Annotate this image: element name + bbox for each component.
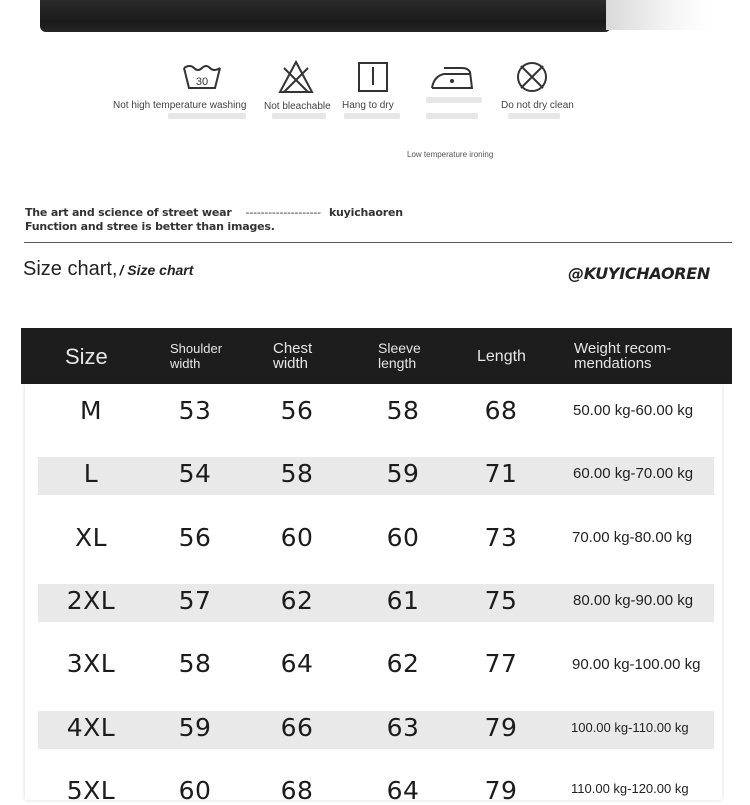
cell-size: 5XL [66,776,116,805]
header-length: Length [477,347,526,365]
cell-sleeve: 63 [386,713,420,742]
faded-text-line [168,113,246,119]
cell-sleeve: 61 [386,586,420,615]
cell-weight: 90.00 kg-100.00 kg [572,656,701,673]
header-sleeve-length: Sleeve length [378,340,421,371]
cell-length: 79 [484,713,518,742]
header-size: Size [65,343,108,369]
cell-size: XL [74,523,108,552]
cell-chest: 62 [280,586,314,615]
faded-text-line [508,113,560,119]
cell-chest: 66 [280,713,314,742]
care-label-hang: Hang to dry [342,100,394,111]
wash-temperature: 30 [195,76,209,88]
cell-length: 77 [484,649,518,678]
header-shoulder-width: Shoulder width [170,341,223,371]
cell-length: 68 [484,396,518,425]
cell-weight: 50.00 kg-60.00 kg [573,402,694,419]
brand-logo: @KUYICHAOREN [568,264,711,283]
care-label-wash: Not high temperature washing [113,100,247,111]
size-table-header [21,328,732,384]
faded-text-line [272,113,326,119]
cell-chest: 58 [280,459,314,488]
faded-text-line [344,113,400,119]
tagline-second-line: Function and stree is better than images. [25,220,275,233]
cell-sleeve: 62 [386,649,420,678]
tagline-brand: kuyichaoren [328,206,403,219]
section-divider [24,242,732,243]
size-chart-subtitle: / Size chart [119,262,194,278]
cell-length: 75 [484,586,518,615]
tagline-left: The art and science of street wear [25,206,232,219]
brand-tagline [25,206,403,234]
cell-shoulder: 57 [178,586,212,615]
cell-sleeve: 58 [386,396,420,425]
care-label-bleach: Not bleachable [264,101,331,112]
cell-length: 71 [484,459,518,488]
cell-sleeve: 64 [386,776,420,805]
cell-length: 73 [484,523,518,552]
size-chart-title-text: Size chart, [23,258,118,280]
cell-weight: 60.00 kg-70.00 kg [573,465,694,482]
cell-shoulder: 60 [178,776,212,805]
faded-text-line [426,97,482,103]
cell-shoulder: 54 [178,459,212,488]
no-dry-clean-icon [515,60,549,94]
care-label-dry-clean: Do not dry clean [501,100,574,111]
cell-sleeve: 59 [386,459,420,488]
cell-chest: 56 [280,396,314,425]
cell-size: 3XL [66,649,116,678]
garment-hem-fade [606,0,710,30]
cell-chest: 60 [280,523,314,552]
cell-sleeve: 60 [386,523,420,552]
no-bleach-icon [278,60,314,94]
low-iron-icon [430,64,474,92]
tagline-dashes: -------------------- [245,206,321,219]
cell-weight: 80.00 kg-90.00 kg [573,592,694,609]
cell-weight: 100.00 kg-110.00 kg [571,720,689,735]
cell-chest: 68 [280,776,314,805]
cell-shoulder: 56 [178,523,212,552]
cell-shoulder: 59 [178,713,212,742]
cell-shoulder: 53 [178,396,212,425]
size-chart-title [23,258,193,281]
care-label-ironing: Low temperature ironing [407,150,494,159]
cell-chest: 64 [280,649,314,678]
cell-weight: 110.00 kg-120.00 kg [571,781,689,796]
cell-size: 4XL [66,713,116,742]
garment-hem-image [40,0,611,32]
hang-dry-icon [357,61,389,93]
cell-size: M [79,396,103,425]
wash-30-icon [182,62,222,92]
cell-length: 79 [484,776,518,805]
header-chest-width: Chest width [273,340,313,372]
faded-text-line [426,113,478,119]
header-weight: Weight recom-mendations [574,340,672,372]
cell-size: L [83,459,99,488]
cell-shoulder: 58 [178,649,212,678]
cell-size: 2XL [66,586,116,615]
cell-weight: 70.00 kg-80.00 kg [572,529,693,546]
